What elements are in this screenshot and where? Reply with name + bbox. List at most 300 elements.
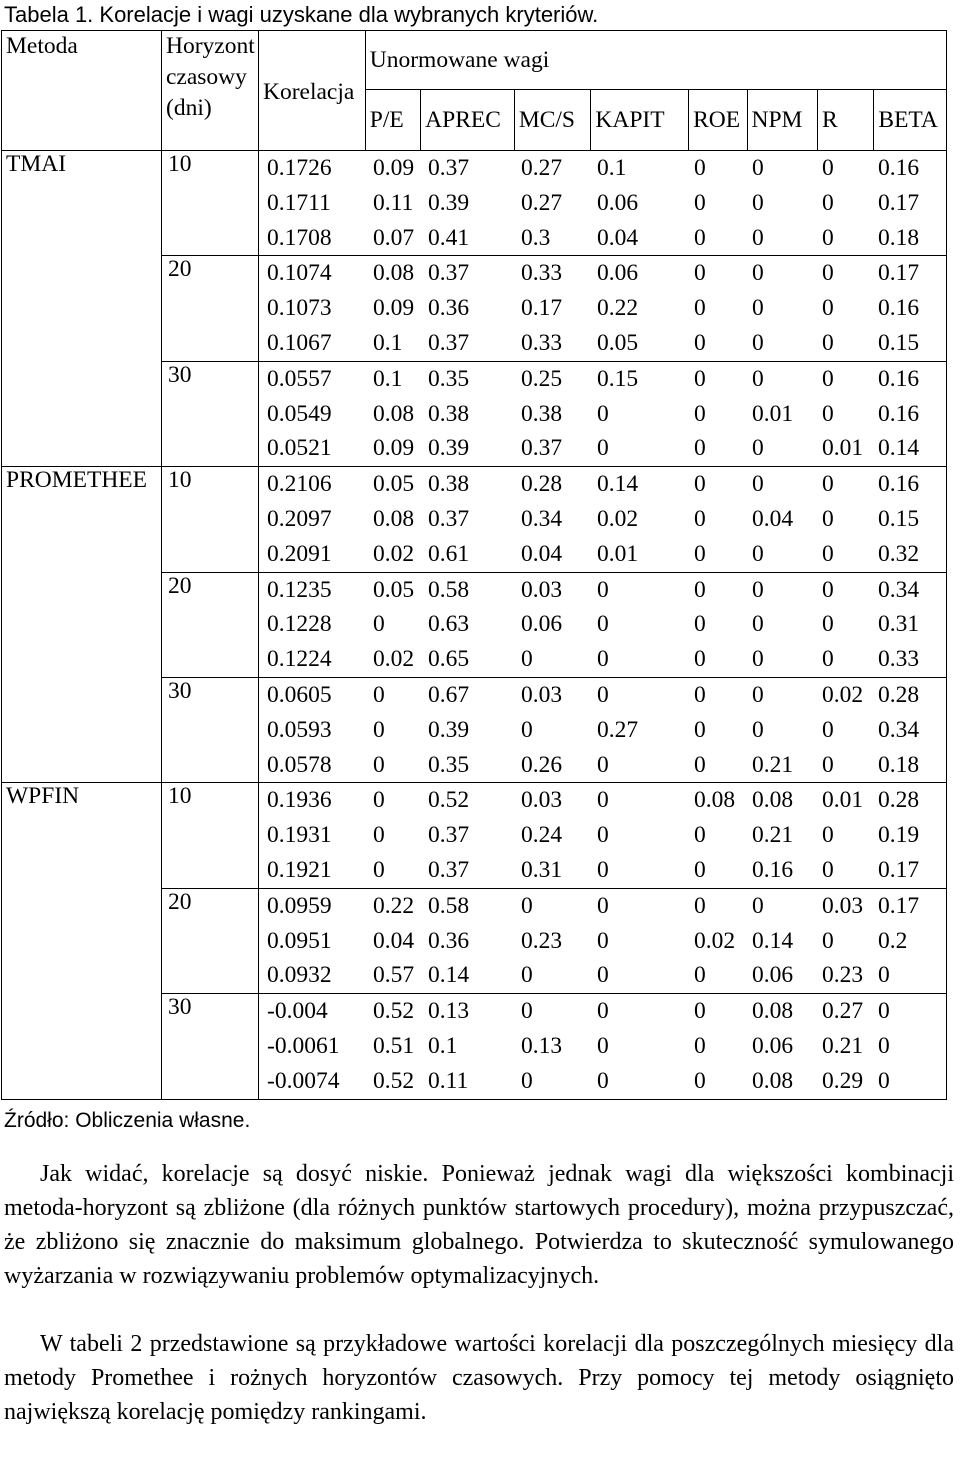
weight-value: 0 xyxy=(694,365,706,392)
weight-value: 0 xyxy=(373,611,385,638)
correlation-value: 0.0578 xyxy=(267,751,332,778)
header-horyzont-line: (dni) xyxy=(166,95,212,121)
table-row xyxy=(263,397,946,432)
weight-value: 0.38 xyxy=(521,400,563,427)
weight-value: 0 xyxy=(752,295,764,322)
correlation-value: 0.2106 xyxy=(267,471,332,498)
correlation-value: 0.0557 xyxy=(267,365,332,392)
weight-value: 0 xyxy=(752,611,764,638)
weight-value: 0.58 xyxy=(428,576,470,603)
weight-value: 0 xyxy=(694,155,706,181)
horizon-block-row xyxy=(2,151,947,256)
table-row xyxy=(263,467,946,502)
correlation-value: 0.1711 xyxy=(267,189,331,216)
weight-value: 0 xyxy=(822,611,834,638)
source-note: Źródło: Obliczenia własne. xyxy=(4,1109,251,1132)
weight-value: 0.23 xyxy=(822,962,864,989)
weight-value: 0.18 xyxy=(878,751,920,778)
weight-value: 0 xyxy=(822,260,834,287)
weight-value: 0.04 xyxy=(373,927,415,954)
weight-value: 0.16 xyxy=(878,400,920,427)
weight-value: 0.31 xyxy=(878,611,920,638)
method-name: TMAI xyxy=(2,151,162,467)
header-horyzont xyxy=(162,31,259,151)
weight-value: 0 xyxy=(694,751,706,778)
table-row xyxy=(263,818,946,853)
table-row xyxy=(263,151,946,186)
correlation-value: 0.1067 xyxy=(267,329,332,356)
weight-value: 0 xyxy=(597,751,609,778)
weight-value: 0.37 xyxy=(521,435,563,462)
weight-value: 0 xyxy=(822,751,834,778)
correlation-value: 0.0593 xyxy=(267,716,332,743)
weight-value: 0.01 xyxy=(822,435,864,462)
correlation-value: 0.1228 xyxy=(267,611,332,638)
weight-value: 0.07 xyxy=(373,224,415,251)
header-criterion: APREC xyxy=(421,90,515,151)
weight-value: 0 xyxy=(694,892,706,919)
header-korelacja xyxy=(259,31,366,151)
weight-value: 0.27 xyxy=(521,189,563,216)
weight-value: 0.08 xyxy=(373,400,415,427)
weight-value: 0.65 xyxy=(428,646,470,673)
weight-value: 0.33 xyxy=(521,260,563,287)
weight-value: 0 xyxy=(752,646,764,673)
table-row xyxy=(263,221,946,256)
weight-value: 0 xyxy=(822,224,834,251)
weight-value: 0.17 xyxy=(878,856,920,883)
weight-value: 0.08 xyxy=(373,260,415,287)
weight-value: 0.05 xyxy=(373,576,415,603)
horizon-days: 10 xyxy=(162,467,259,572)
weight-value: 0 xyxy=(373,716,385,743)
weight-value: 0 xyxy=(694,260,706,287)
weight-value: 0.28 xyxy=(521,471,563,498)
header-criterion: NPM xyxy=(747,90,818,151)
weight-value: 0.33 xyxy=(878,646,920,673)
correlation-value: 0.2097 xyxy=(267,505,332,532)
table-row xyxy=(263,924,946,959)
weight-value: 0.04 xyxy=(521,540,563,567)
weight-value: 0 xyxy=(752,471,764,498)
weight-value: 0.1 xyxy=(373,329,403,356)
weight-value: 0.28 xyxy=(878,787,920,814)
weight-value: 0.06 xyxy=(752,1032,794,1059)
weight-value: 0 xyxy=(822,646,834,673)
horizon-days: 20 xyxy=(162,888,259,993)
weight-value: 0 xyxy=(521,716,533,743)
header-criterion: KAPIT xyxy=(591,90,689,151)
correlation-value: 0.1921 xyxy=(267,856,332,883)
weight-value: 0 xyxy=(878,1032,890,1059)
weight-value: 0 xyxy=(822,505,834,532)
horizon-days: 30 xyxy=(162,994,259,1099)
weight-value: 0.25 xyxy=(521,365,563,392)
weight-value: 0.37 xyxy=(428,505,470,532)
weight-value: 0.37 xyxy=(428,260,470,287)
weight-value: 0.28 xyxy=(878,681,920,708)
weight-value: 0.14 xyxy=(428,962,470,989)
weight-value: 0 xyxy=(694,435,706,462)
weight-value: 0.06 xyxy=(752,962,794,989)
weight-value: 0 xyxy=(694,716,706,743)
weight-value: 0.17 xyxy=(521,295,563,322)
table-row xyxy=(263,783,946,818)
weight-value: 0 xyxy=(694,400,706,427)
weight-value: 0.1 xyxy=(428,1032,458,1059)
method-name: WPFIN xyxy=(2,783,162,1099)
values-block xyxy=(259,256,947,361)
weight-value: 0 xyxy=(822,365,834,392)
correlation-value: 0.1936 xyxy=(267,787,332,814)
table-caption: Tabela 1. Korelacje i wagi uzyskane dla wybranych kryteriów. xyxy=(4,2,599,27)
weight-value: 0.15 xyxy=(597,365,639,392)
weight-value: 0.22 xyxy=(373,892,415,919)
weight-value: 0 xyxy=(373,681,385,708)
header-horyzont-line: Horyzont xyxy=(166,33,255,59)
table-row xyxy=(263,256,946,291)
table-row xyxy=(263,362,946,397)
weight-value: 0 xyxy=(878,998,890,1025)
weight-value: 0.1 xyxy=(373,365,403,392)
weight-value: 0.06 xyxy=(597,189,639,216)
values-block xyxy=(259,888,947,993)
weight-value: 0 xyxy=(694,646,706,673)
table-row xyxy=(263,994,946,1029)
values-block xyxy=(259,151,947,256)
weight-value: 0.17 xyxy=(878,260,920,287)
values-block xyxy=(259,361,947,466)
weight-value: 0.08 xyxy=(752,998,794,1025)
weight-value: 0 xyxy=(597,998,609,1025)
weight-value: 0 xyxy=(694,962,706,989)
table-row xyxy=(263,291,946,326)
weight-value: 0.02 xyxy=(597,505,639,532)
weight-value: 0 xyxy=(694,189,706,216)
weight-value: 0 xyxy=(597,787,609,814)
correlation-value: 0.1235 xyxy=(267,576,332,603)
weight-value: 0.3 xyxy=(521,224,551,251)
weight-value: 0 xyxy=(752,155,764,181)
weight-value: 0.09 xyxy=(373,295,415,322)
weight-value: 0.08 xyxy=(752,787,794,814)
weight-value: 0.02 xyxy=(822,681,864,708)
correlation-value: 0.1074 xyxy=(267,260,332,287)
horizon-days: 10 xyxy=(162,151,259,256)
values-block xyxy=(259,467,947,572)
weight-value: 0.13 xyxy=(428,998,470,1025)
weight-value: 0.03 xyxy=(521,681,563,708)
header-metoda: Metoda xyxy=(2,31,162,151)
weight-value: 0 xyxy=(521,892,533,919)
weight-value: 0.2 xyxy=(878,927,908,954)
header-criterion: BETA xyxy=(874,90,947,151)
paragraph-2: W tabeli 2 przedstawione są przykładowe wartości korelacji dla poszczególnych miesięcy dla metody Promethee i rożnych horyzontów czasowych. Przy pomocy tej metody osiągnięto największą korelację pomiędzy rankingami. xyxy=(4,1331,954,1425)
weight-value: 0.33 xyxy=(521,329,563,356)
weight-value: 0.03 xyxy=(521,576,563,603)
table-row xyxy=(263,186,946,221)
horizon-days: 30 xyxy=(162,677,259,782)
weight-value: 0 xyxy=(597,892,609,919)
weight-value: 0.06 xyxy=(521,611,563,638)
weight-value: 0.27 xyxy=(597,716,639,743)
weight-value: 0 xyxy=(878,962,890,989)
weight-value: 0.61 xyxy=(428,540,470,567)
correlation-value: -0.0074 xyxy=(267,1067,340,1094)
weight-value: 0 xyxy=(694,576,706,603)
table-row xyxy=(263,607,946,642)
weight-value: 0 xyxy=(752,892,764,919)
weight-value: 0.36 xyxy=(428,927,470,954)
weight-value: 0.27 xyxy=(822,998,864,1025)
weight-value: 0 xyxy=(597,962,609,989)
table-row xyxy=(263,573,946,608)
weight-value: 0.01 xyxy=(597,540,639,567)
weight-value: 0 xyxy=(694,1067,706,1094)
weight-value: 0 xyxy=(752,224,764,251)
weight-value: 0 xyxy=(597,1032,609,1059)
weight-value: 0 xyxy=(597,856,609,883)
correlation-value: -0.0061 xyxy=(267,1032,340,1059)
weight-value: 0.08 xyxy=(694,787,736,814)
weight-value: 0.06 xyxy=(597,260,639,287)
weight-value: 0.16 xyxy=(878,365,920,392)
table-row xyxy=(263,642,946,677)
weight-value: 0.16 xyxy=(878,155,920,181)
weight-value: 0 xyxy=(752,435,764,462)
header-criterion: MC/S xyxy=(514,90,591,151)
weight-value: 0.08 xyxy=(752,1067,794,1094)
weight-value: 0 xyxy=(694,611,706,638)
weight-value: 0 xyxy=(597,927,609,954)
weight-value: 0.23 xyxy=(521,927,563,954)
header-criterion: P/E xyxy=(365,90,420,151)
weight-value: 0.21 xyxy=(752,751,794,778)
correlation-value: 0.0959 xyxy=(267,892,332,919)
weight-value: 0.15 xyxy=(878,505,920,532)
weight-value: 0 xyxy=(597,400,609,427)
horizon-block-row xyxy=(2,467,947,572)
weight-value: 0 xyxy=(694,1032,706,1059)
weight-value: 0 xyxy=(752,576,764,603)
horizon-block-row xyxy=(2,783,947,888)
weight-value: 0.16 xyxy=(878,295,920,322)
weight-value: 0 xyxy=(752,540,764,567)
header-horyzont-line: czasowy xyxy=(166,64,247,90)
weight-value: 0.34 xyxy=(878,716,920,743)
weight-value: 0 xyxy=(822,400,834,427)
weight-value: 0.24 xyxy=(521,822,563,849)
weight-value: 0.37 xyxy=(428,856,470,883)
weight-value: 0 xyxy=(521,646,533,673)
weight-value: 0 xyxy=(521,1067,533,1094)
weight-value: 0 xyxy=(597,576,609,603)
correlation-value: 0.2091 xyxy=(267,540,332,567)
weight-value: 0.09 xyxy=(373,435,415,462)
weight-value: 0 xyxy=(597,435,609,462)
table-row xyxy=(263,537,946,572)
horizon-days: 20 xyxy=(162,572,259,677)
correlation-value: 0.1708 xyxy=(267,224,332,251)
weight-value: 0.34 xyxy=(521,505,563,532)
weight-value: 0 xyxy=(752,716,764,743)
correlation-value: 0.1931 xyxy=(267,822,332,849)
table-row xyxy=(263,431,946,466)
header-criterion: R xyxy=(818,90,874,151)
weight-value: 0 xyxy=(752,260,764,287)
weight-value: 0 xyxy=(822,329,834,356)
weight-value: 0.08 xyxy=(373,505,415,532)
weight-value: 0 xyxy=(822,540,834,567)
weight-value: 0.17 xyxy=(878,189,920,216)
correlation-value: 0.0521 xyxy=(267,435,332,462)
weight-value: 0.1 xyxy=(597,155,627,181)
weight-value: 0.37 xyxy=(428,822,470,849)
weight-value: 0.11 xyxy=(373,189,414,216)
weight-value: 0.52 xyxy=(428,787,470,814)
horizon-days: 30 xyxy=(162,361,259,466)
table-row xyxy=(263,853,946,888)
weight-value: 0.05 xyxy=(373,471,415,498)
weight-value: 0.41 xyxy=(428,224,470,251)
weight-value: 0.03 xyxy=(521,787,563,814)
weight-value: 0.01 xyxy=(822,787,864,814)
table-row xyxy=(263,326,946,361)
weight-value: 0 xyxy=(822,295,834,322)
values-block xyxy=(259,783,947,888)
weight-value: 0.09 xyxy=(373,155,415,181)
weight-value: 0.51 xyxy=(373,1032,415,1059)
weight-value: 0.04 xyxy=(597,224,639,251)
weight-value: 0 xyxy=(822,189,834,216)
weight-value: 0 xyxy=(694,224,706,251)
weight-value: 0.16 xyxy=(878,471,920,498)
weight-value: 0 xyxy=(694,822,706,849)
weight-value: 0 xyxy=(822,822,834,849)
weight-value: 0 xyxy=(694,998,706,1025)
weight-value: 0.36 xyxy=(428,295,470,322)
table-row xyxy=(263,1064,946,1099)
header-criterion: ROE xyxy=(689,90,747,151)
correlation-value: 0.1726 xyxy=(267,155,332,181)
table-row xyxy=(263,1029,946,1064)
horizon-days: 20 xyxy=(162,256,259,361)
weight-value: 0.27 xyxy=(521,155,563,181)
weight-value: 0.38 xyxy=(428,400,470,427)
weight-value: 0.13 xyxy=(521,1032,563,1059)
horizon-days: 10 xyxy=(162,783,259,888)
weight-value: 0.15 xyxy=(878,329,920,356)
paragraph-1: Jak widać, korelacje są dosyć niskie. Ponieważ jednak wagi dla większości kombinacji metoda-horyzont są zbliżone (dla różnych punktów startowych procedury), można przypuszczać, że zbliżono się znacznie do maksimum globalnego. Potwierdza to skuteczność symulowanego wyżarzania w rozwiązywaniu problemów optymalizacyjnych. xyxy=(4,1161,954,1289)
correlation-value: 0.1224 xyxy=(267,646,332,673)
weight-value: 0.17 xyxy=(878,892,920,919)
header-korelacja-text: Korelacja xyxy=(263,79,355,105)
weight-value: 0.26 xyxy=(521,751,563,778)
weight-value: 0.02 xyxy=(373,646,415,673)
table-row xyxy=(263,889,946,924)
weight-value: 0.14 xyxy=(597,471,639,498)
weight-value: 0.11 xyxy=(428,1067,469,1094)
weight-value: 0 xyxy=(694,295,706,322)
weight-value: 0.52 xyxy=(373,1067,415,1094)
weight-value: 0 xyxy=(752,189,764,216)
weight-value: 0 xyxy=(694,329,706,356)
weight-value: 0 xyxy=(822,716,834,743)
weight-value: 0.22 xyxy=(597,295,639,322)
values-block xyxy=(259,572,947,677)
table-row xyxy=(263,748,946,783)
weight-value: 0.67 xyxy=(428,681,470,708)
weight-value: 0.01 xyxy=(752,400,794,427)
weight-value: 0 xyxy=(597,681,609,708)
weight-value: 0 xyxy=(521,962,533,989)
weight-value: 0.16 xyxy=(752,856,794,883)
weight-value: 0 xyxy=(597,646,609,673)
weight-value: 0 xyxy=(752,329,764,356)
weight-value: 0.32 xyxy=(878,540,920,567)
table-row xyxy=(263,678,946,713)
weight-value: 0.21 xyxy=(752,822,794,849)
weight-value: 0.63 xyxy=(428,611,470,638)
correlation-weights-table xyxy=(1,30,947,1100)
correlation-value: -0.004 xyxy=(267,998,328,1025)
weight-value: 0 xyxy=(694,505,706,532)
method-name: PROMETHEE xyxy=(2,467,162,783)
weight-value: 0.38 xyxy=(428,471,470,498)
weight-value: 0 xyxy=(822,471,834,498)
weight-value: 0.02 xyxy=(373,540,415,567)
weight-value: 0.21 xyxy=(822,1032,864,1059)
values-block xyxy=(259,994,947,1099)
weight-value: 0.35 xyxy=(428,751,470,778)
weight-value: 0 xyxy=(373,856,385,883)
weight-value: 0.14 xyxy=(752,927,794,954)
weight-value: 0.14 xyxy=(878,435,920,462)
correlation-value: 0.0932 xyxy=(267,962,332,989)
weight-value: 0 xyxy=(752,681,764,708)
weight-value: 0.02 xyxy=(694,927,736,954)
table-row xyxy=(263,958,946,993)
weight-value: 0.03 xyxy=(822,892,864,919)
weight-value: 0.34 xyxy=(878,576,920,603)
correlation-value: 0.1073 xyxy=(267,295,332,322)
weight-value: 0 xyxy=(694,681,706,708)
weight-value: 0 xyxy=(822,856,834,883)
correlation-value: 0.0549 xyxy=(267,400,332,427)
correlation-value: 0.0951 xyxy=(267,927,332,954)
weight-value: 0.39 xyxy=(428,189,470,216)
weight-value: 0 xyxy=(521,998,533,1025)
correlation-value: 0.0605 xyxy=(267,681,332,708)
weight-value: 0.39 xyxy=(428,435,470,462)
header-unormowane-wagi: Unormowane wagi xyxy=(365,31,946,90)
weight-value: 0.31 xyxy=(521,856,563,883)
weight-value: 0 xyxy=(694,471,706,498)
weight-value: 0.39 xyxy=(428,716,470,743)
weight-value: 0 xyxy=(373,822,385,849)
weight-value: 0 xyxy=(597,611,609,638)
weight-value: 0.18 xyxy=(878,224,920,251)
weight-value: 0 xyxy=(822,155,834,181)
weight-value: 0 xyxy=(373,787,385,814)
weight-value: 0 xyxy=(822,576,834,603)
weight-value: 0.52 xyxy=(373,998,415,1025)
weight-value: 0.29 xyxy=(822,1067,864,1094)
weight-value: 0 xyxy=(822,927,834,954)
weight-value: 0.57 xyxy=(373,962,415,989)
values-block xyxy=(259,677,947,782)
weight-value: 0.58 xyxy=(428,892,470,919)
